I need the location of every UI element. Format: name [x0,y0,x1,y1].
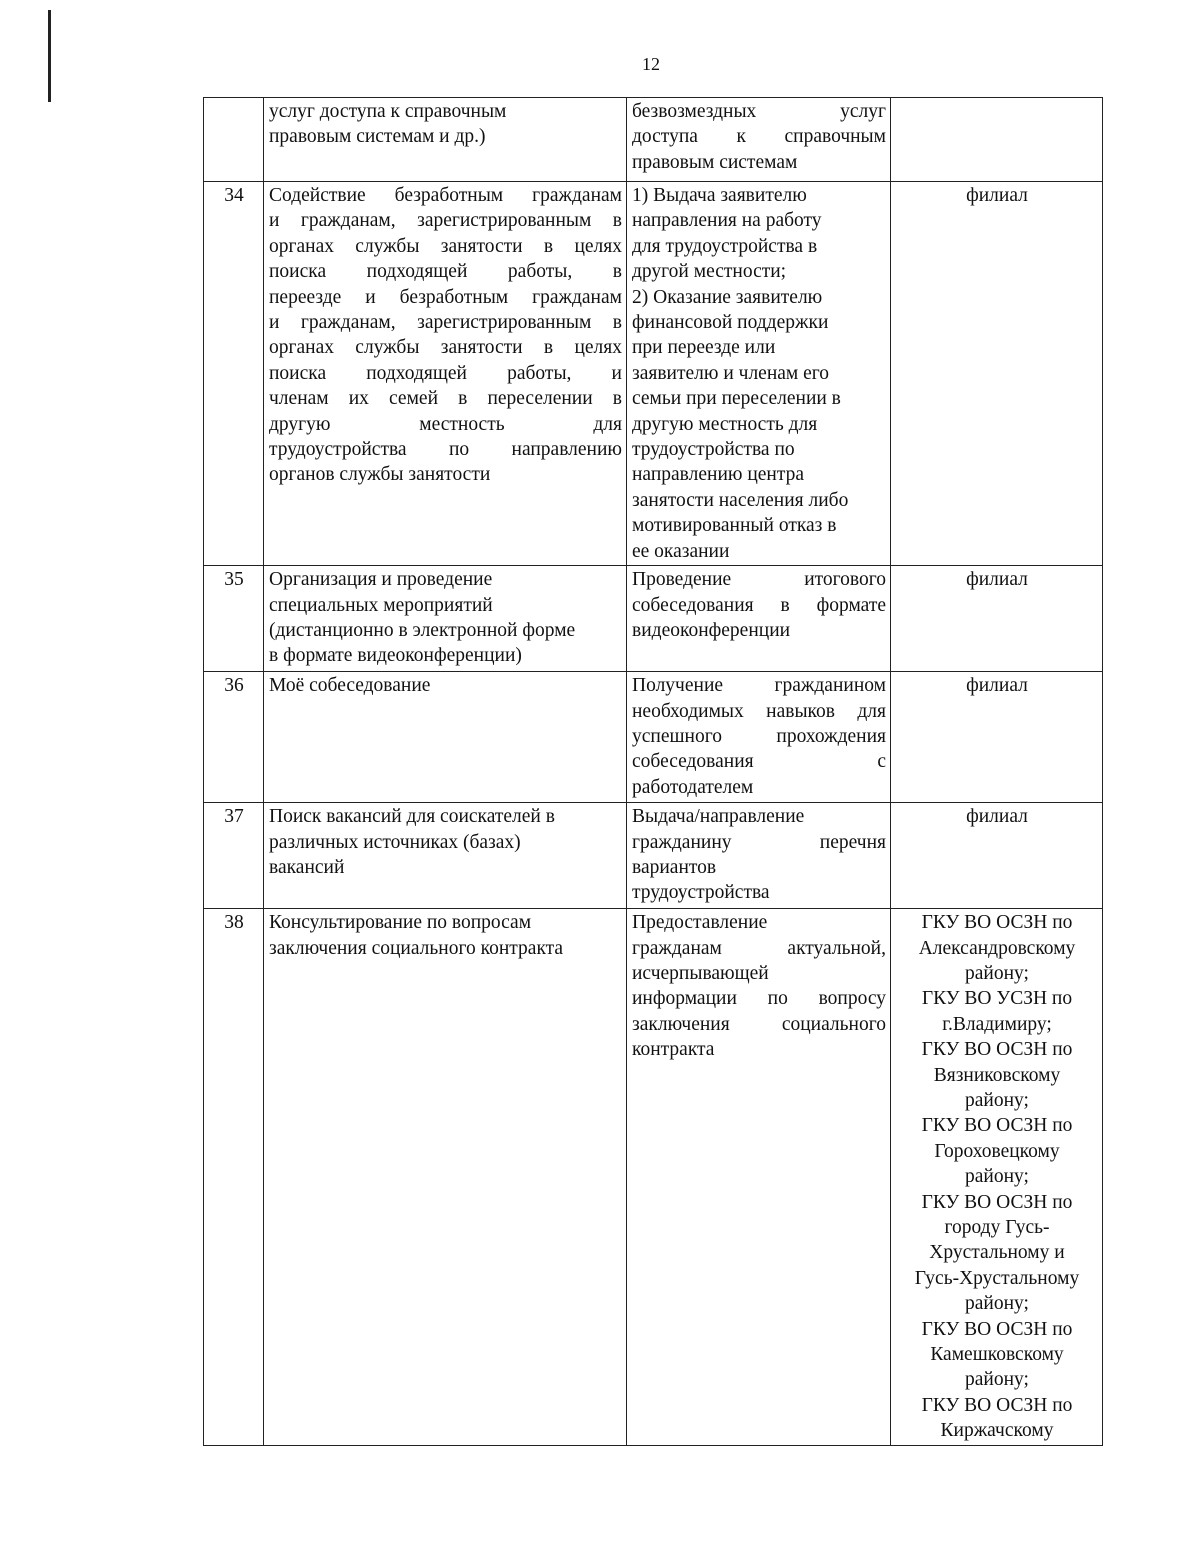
service-line: поиска подходящей работы, в [269,261,622,283]
table-row [204,98,1103,182]
service-line: поиска подходящей работы, и [269,362,622,384]
table-row [204,803,1103,909]
result-line: вариантов [632,856,717,878]
result-line: гражданам актуальной, [632,937,886,959]
result-line: необходимых навыков для [632,700,886,722]
result-line: при переезде или [632,337,776,359]
result-line: направлению центра [632,464,805,486]
result-line: работодателем [632,776,754,798]
row-number: 36 [204,672,264,803]
service-line: заключения социального контракта [269,937,564,959]
result-line: семьи при переселении в [632,388,841,410]
executor-line: Киржачскому [940,1420,1054,1442]
result-line: Получение гражданином [632,675,886,697]
service-line: и гражданам, зарегистрированным в [269,210,622,232]
service-name-cell [264,182,627,566]
result-line: другой местности; [632,261,787,283]
row-number: 35 [204,566,264,672]
service-line: различных источниках (базах) [269,831,521,853]
service-line: Моё собеседование [269,675,431,697]
row-number: 38 [204,909,264,1446]
executor-line: Вязниковскому [933,1064,1061,1086]
result-line: безвозмездных услуг [632,101,886,122]
result-line: заявителю и членам его [632,362,830,384]
executor-line: Камешковскому [930,1344,1064,1365]
result-line: 2) Оказание заявителю [632,286,823,308]
executor-line: ГКУ ВО ОСЗН по [921,1394,1073,1416]
executor-cell [891,98,1103,182]
service-name-cell [264,909,627,1446]
table-row [204,909,1103,1446]
executor-line: Александровскому [918,937,1076,959]
result-line: Выдача/направление [632,806,805,828]
executor-line: ГКУ ВО ОСЗН по [921,1191,1073,1213]
executor-line: филиал [966,806,1028,828]
row-number: 37 [204,803,264,909]
result-line: собеседования с [632,751,886,773]
executor-line: филиал [966,569,1028,591]
executor-line: Гусь-Хрустальному [914,1267,1080,1289]
executor-line: району; [965,962,1029,984]
service-name-cell [264,803,627,909]
result-line: Проведение итогового [632,569,886,591]
executor-line: филиал [966,675,1028,697]
result-cell [627,909,891,1446]
executor-cell [891,566,1103,672]
service-line: вакансий [269,856,345,878]
executor-line: Хрустальному и [929,1242,1065,1264]
service-line: трудоустройства по направлению [269,439,622,461]
service-line: правовым системам и др.) [269,126,486,148]
result-line: информации по вопросу [632,988,886,1010]
result-line: другую местность для [632,413,818,435]
table-row [204,566,1103,672]
executor-cell [891,672,1103,803]
result-cell [627,803,891,909]
executor-line: ГКУ ВО УСЗН по [921,988,1073,1010]
service-line: и гражданам, зарегистрированным в [269,312,622,334]
page-number: 12 [642,54,660,74]
executor-line: району; [965,1166,1029,1188]
result-line: контракта [632,1039,715,1061]
service-line: органов службы занятости [269,464,491,486]
row-number: 34 [204,182,264,566]
result-line: гражданину перечня [632,831,886,853]
service-name-cell [264,672,627,803]
executor-cell [891,803,1103,909]
services-table [203,97,1103,1446]
result-line: для трудоустройства в [632,235,818,257]
executor-line: городу Гусь- [944,1216,1050,1238]
executor-line: ГКУ ВО ОСЗН по [921,1318,1073,1340]
executor-line: филиал [966,185,1028,206]
table-row [204,672,1103,803]
executor-line: ГКУ ВО ОСЗН по [921,1039,1073,1061]
result-line: заключения социального [632,1013,886,1035]
executor-line: Гороховецкому [934,1140,1060,1162]
service-line: членам их семей в переселении в [269,388,622,410]
service-line: другую местность для [269,413,622,435]
executor-line: ГКУ ВО ОСЗН по [921,1115,1073,1137]
service-name-cell [264,98,627,182]
result-line: направления на работу [632,210,822,232]
result-line: трудоустройства по [632,439,795,461]
service-name-cell [264,566,627,672]
executor-line: г.Владимиру; [942,1013,1052,1035]
service-line: переезде и безработным гражданам [269,286,622,308]
result-line: финансовой поддержки [632,312,829,334]
service-line: Консультирование по вопросам [269,912,532,934]
result-line: трудоустройства [632,882,770,904]
service-line: Содействие безработным гражданам [269,185,622,206]
result-cell [627,182,891,566]
result-line: видеоконференции [632,619,791,641]
service-line: в формате видеоконференции) [269,645,522,667]
executor-line: району; [965,1369,1029,1391]
result-line: доступа к справочным [632,126,886,148]
service-line: специальных мероприятий [269,594,493,616]
executor-line: району; [965,1293,1029,1315]
result-line: 1) Выдача заявителю [632,185,807,206]
service-line: (дистанционно в электронной форме [269,619,576,641]
result-line: успешного прохождения [632,725,886,747]
result-line: ее оказании [632,540,730,562]
executor-line: ГКУ ВО ОСЗН по [921,912,1073,934]
result-cell [627,98,891,182]
result-line: мотивированный отказ в [632,515,837,537]
row-number [204,98,264,182]
table-row [204,182,1103,566]
executor-cell [891,182,1103,566]
executor-cell [891,909,1103,1446]
service-line: органах службы занятости в целях [269,337,622,359]
service-line: органах службы занятости в целях [269,235,622,257]
result-line: собеседования в формате [632,594,886,616]
result-cell [627,672,891,803]
result-cell [627,566,891,672]
result-line: исчерпывающей [632,962,769,984]
service-line: услуг доступа к справочным [269,101,507,122]
executor-line: району; [965,1089,1029,1111]
result-line: занятости населения либо [632,489,849,511]
result-line: правовым системам [632,151,798,173]
service-line: Организация и проведение [269,569,493,591]
result-line: Предоставление [632,912,768,934]
service-line: Поиск вакансий для соискателей в [269,806,555,828]
